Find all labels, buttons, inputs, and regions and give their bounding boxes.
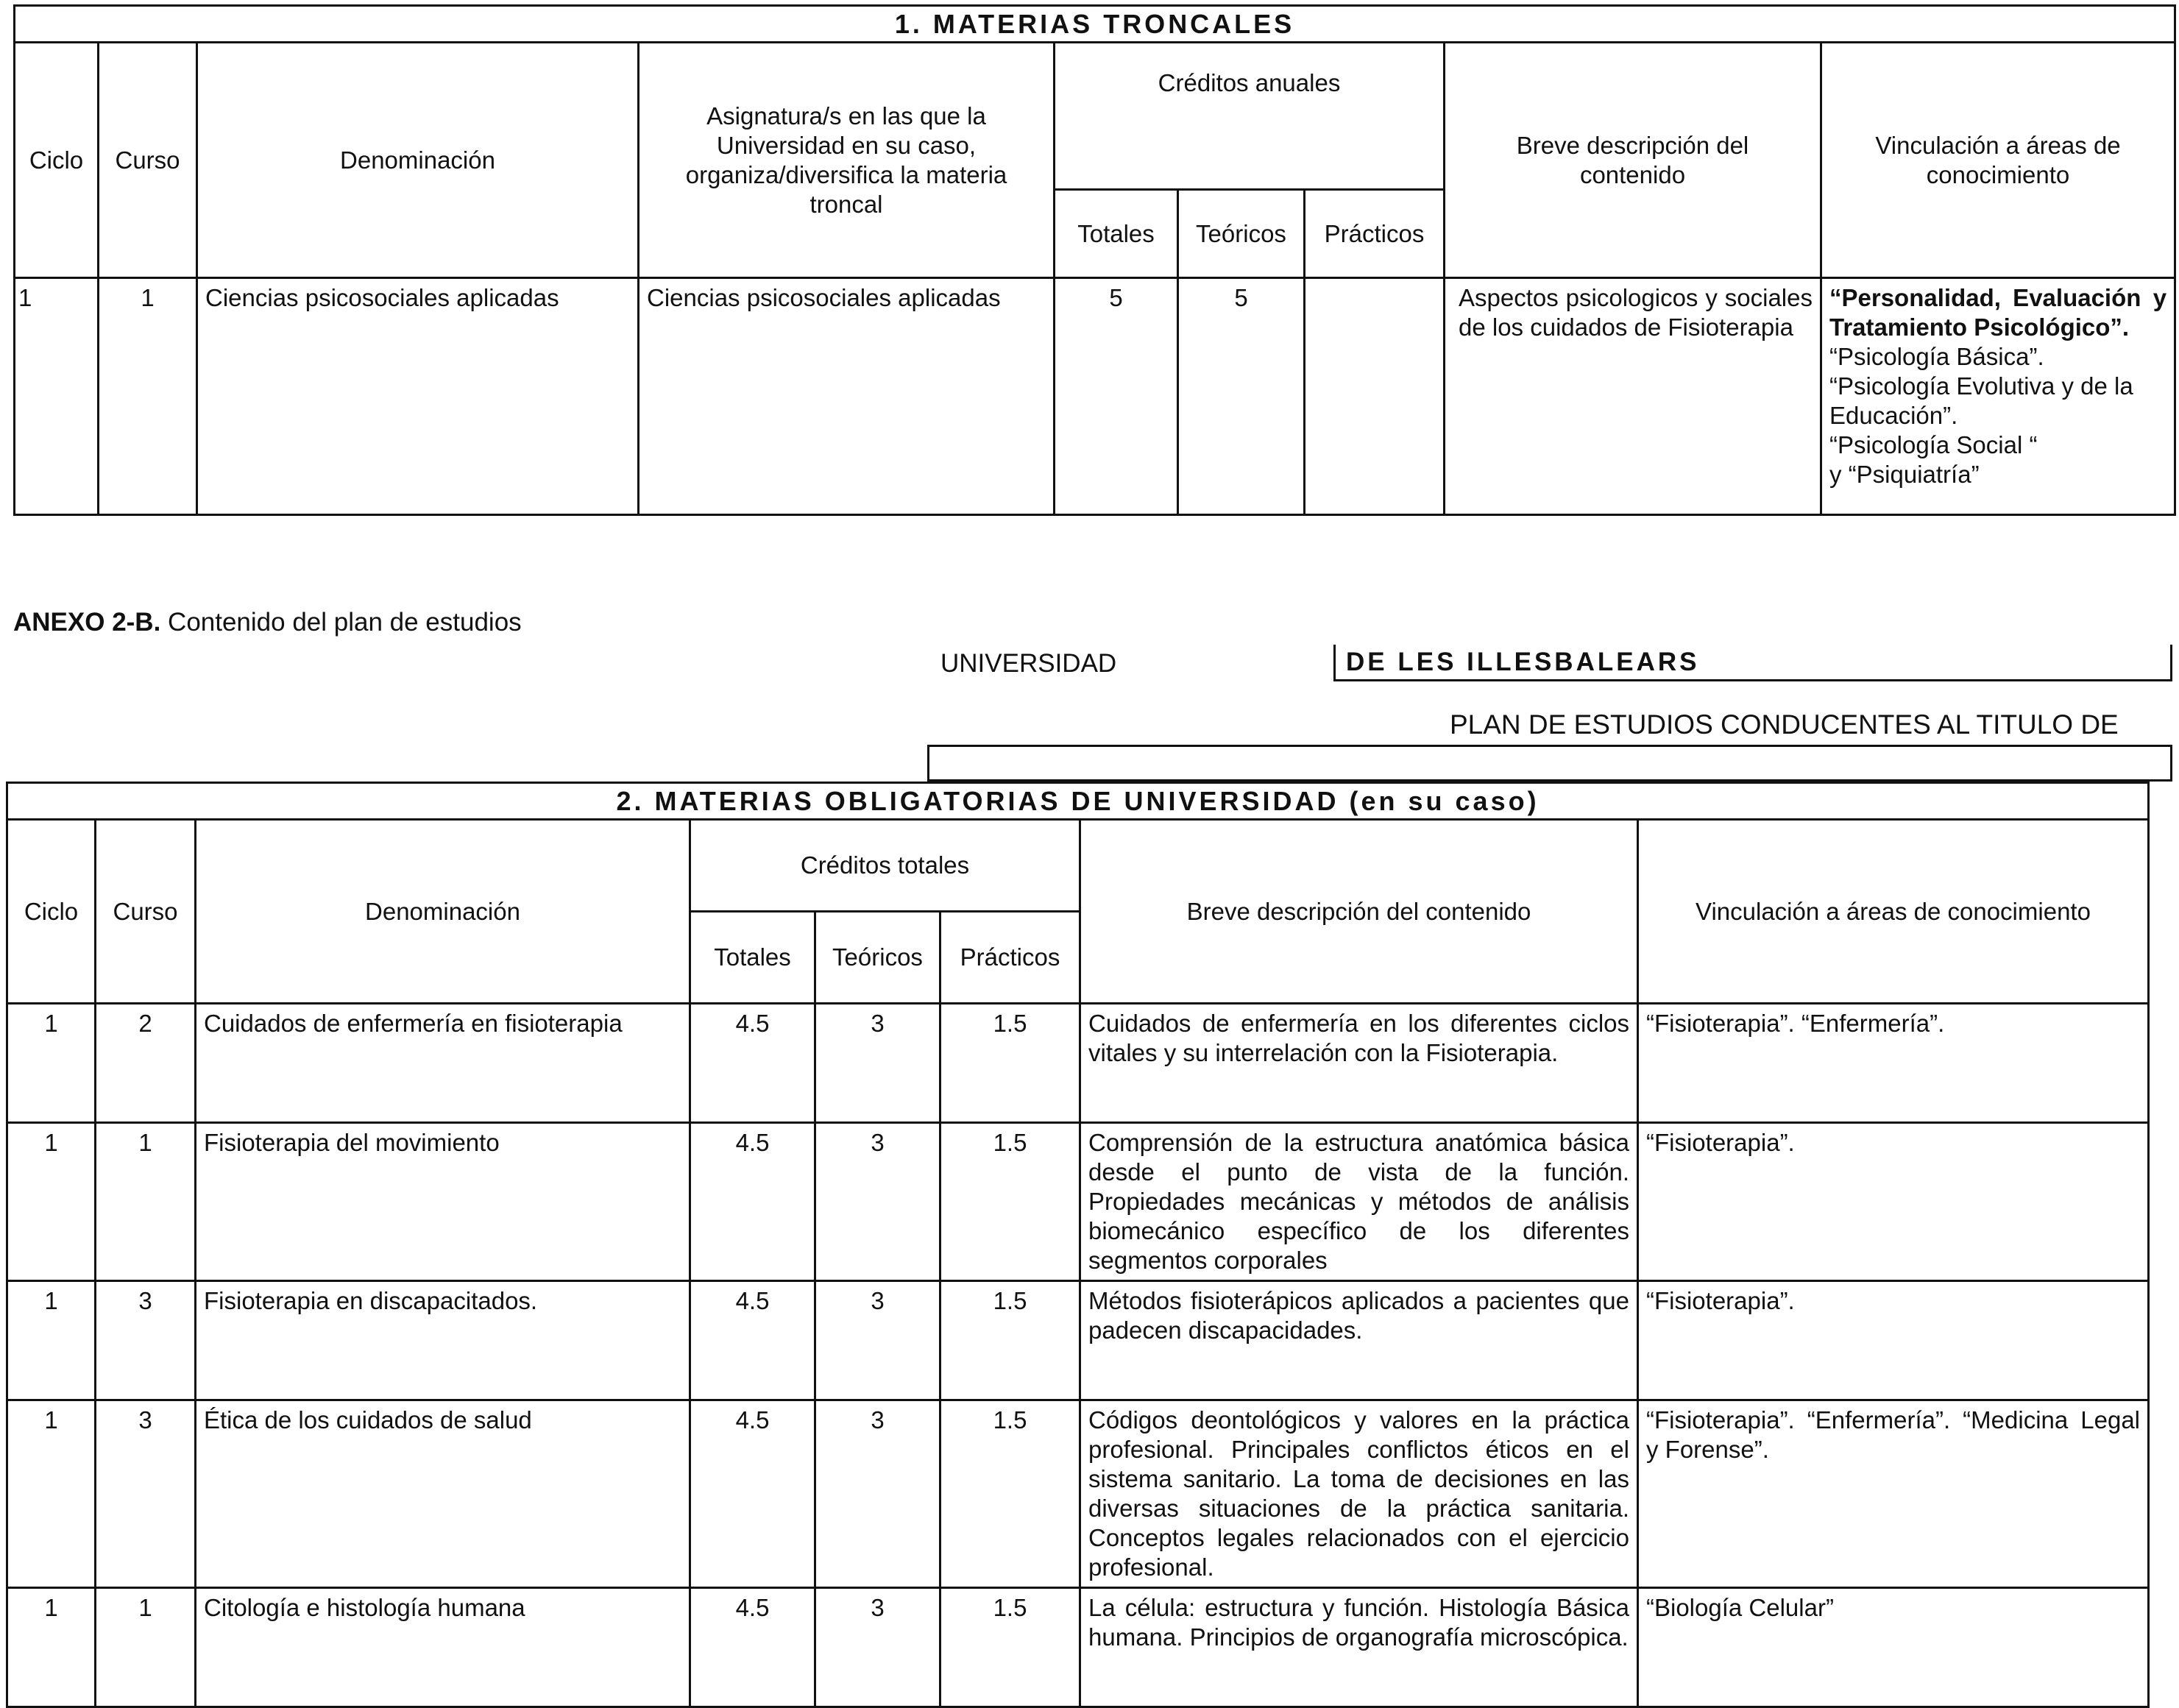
header-teoricos: Teóricos: [815, 912, 940, 1004]
cell-curso: 3: [96, 1400, 196, 1588]
cell-vinculacion: “Fisioterapia”.: [1638, 1281, 2149, 1400]
cell-vinculacion: “Fisioterapia”. “Enfermería”.: [1638, 1004, 2149, 1123]
header-breve-bottom: contenido: [1579, 160, 1686, 188]
cell-practicos: 1.5: [940, 1400, 1080, 1588]
header-totales: Totales: [690, 912, 815, 1004]
header-ciclo: Ciclo: [7, 820, 96, 1004]
header-totales: Totales: [1055, 190, 1178, 278]
cell-descripcion: Comprensión de la estructura anatómica básica desde el punto de vista de la función. Propiedades mecánicas y métodos de análisis biomecánico específico de los diferentes segmentos corporales: [1080, 1123, 1638, 1281]
table-row: [7, 1004, 2149, 1123]
header-denominacion: Denominación: [196, 820, 690, 1004]
cell-denominacion: Cuidados de enfermería en fisioterapia: [196, 1004, 690, 1123]
cell-totales: 4.5: [690, 1004, 815, 1123]
obligatorias-title: 2. MATERIAS OBLIGATORIAS DE UNIVERSIDAD (en su caso): [7, 783, 2149, 820]
cell-ciclo: 1: [7, 1123, 96, 1281]
plan-label: PLAN DE ESTUDIOS CONDUCENTES AL TITULO DE: [1450, 709, 2119, 740]
universidad-value: DE LES ILLESBALEARS: [1346, 648, 1700, 676]
cell-ciclo: 1: [7, 1400, 96, 1588]
cell-vinculacion: [1821, 278, 2175, 515]
cell-totales: 4.5: [690, 1588, 815, 1707]
cell-totales: 4.5: [690, 1281, 815, 1400]
header-vinculacion: [1821, 43, 2175, 278]
header-vinculacion: Vinculación a áreas de conocimiento: [1638, 820, 2149, 1004]
table-row: [7, 1400, 2149, 1588]
vinculacion-line-1: “Personalidad, Evaluación y Tratamiento Psicológico”.: [1829, 284, 2167, 341]
cell-teoricos: 5: [1178, 278, 1305, 515]
header-breve: [1445, 43, 1821, 278]
cell-ciclo: 1: [7, 1281, 96, 1400]
cell-curso: 2: [96, 1004, 196, 1123]
table-row: [15, 278, 2175, 515]
cell-asignatura: Ciencias psicosociales aplicadas: [639, 278, 1055, 515]
header-practicos: Prácticos: [1305, 190, 1445, 278]
cell-teoricos: 3: [815, 1123, 940, 1281]
header-vinculacion-top: Vinculación a áreas de: [1875, 131, 2121, 159]
header-creditos-anuales: Créditos anuales: [1055, 43, 1445, 190]
table-row: [7, 1588, 2149, 1707]
cell-teoricos: 3: [815, 1400, 940, 1588]
header-ciclo: Ciclo: [15, 43, 99, 278]
cell-denominacion: Ciencias psicosociales aplicadas: [197, 278, 639, 515]
table-row: [7, 1281, 2149, 1400]
cell-denominacion: Citología e histología humana: [196, 1588, 690, 1707]
cell-practicos: 1.5: [940, 1004, 1080, 1123]
universidad-label: UNIVERSIDAD: [940, 649, 1117, 678]
cell-ciclo: 1: [7, 1004, 96, 1123]
header-curso: Curso: [99, 43, 197, 278]
obligatorias-table: [6, 782, 2150, 1708]
cell-descripcion: Cuidados de enfermería en los diferentes ciclos vitales y su interrelación con la Fisioterapia.: [1080, 1004, 1638, 1123]
cell-denominacion: Ética de los cuidados de salud: [196, 1400, 690, 1588]
header-teoricos: Teóricos: [1178, 190, 1305, 278]
cell-vinculacion: “Fisioterapia”.: [1638, 1123, 2149, 1281]
cell-totales: 5: [1055, 278, 1178, 515]
anexo-subtitle: Contenido del plan de estudios: [160, 608, 522, 637]
cell-curso: 1: [99, 278, 197, 515]
troncales-title: 1. MATERIAS TRONCALES: [15, 6, 2175, 43]
cell-practicos: 1.5: [940, 1123, 1080, 1281]
cell-practicos: 1.5: [940, 1281, 1080, 1400]
cell-teoricos: 3: [815, 1281, 940, 1400]
header-vinculacion-bottom: conocimiento: [1926, 160, 2070, 188]
vinculacion-line-2: “Psicología Básica”. “Psicología Evolutiva y de la Educación”. “Psicología Social “ y “Psiquiatría”: [1829, 343, 2133, 488]
cell-descripcion: La célula: estructura y función. Histología Básica humana. Principios de organografía microscópica.: [1080, 1588, 1638, 1707]
plan-titulo-field: [927, 745, 2172, 782]
header-asignatura-bottom: organiza/diversifica la materia troncal: [685, 160, 1007, 218]
anexo-label: ANEXO 2-B.: [13, 608, 161, 637]
header-asignatura: [639, 43, 1055, 278]
header-creditos-totales: Créditos totales: [690, 820, 1080, 912]
cell-practicos: [1305, 278, 1445, 515]
header-curso: Curso: [96, 820, 196, 1004]
cell-ciclo: 1: [7, 1588, 96, 1707]
cell-descripcion: Métodos fisioterápicos aplicados a pacientes que padecen discapacidades.: [1080, 1281, 1638, 1400]
cell-denominacion: Fisioterapia del movimiento: [196, 1123, 690, 1281]
cell-teoricos: 3: [815, 1588, 940, 1707]
cell-vinculacion: “Fisioterapia”. “Enfermería”. “Medicina Legal y Forense”.: [1638, 1400, 2149, 1588]
cell-vinculacion: “Biología Celular”: [1638, 1588, 2149, 1707]
header-asignatura-top: Asignatura/s en las que la Universidad en su caso,: [706, 102, 986, 159]
header-breve-top: Breve descripción del: [1516, 131, 1749, 159]
cell-teoricos: 3: [815, 1004, 940, 1123]
cell-curso: 1: [96, 1588, 196, 1707]
header-practicos: Prácticos: [940, 912, 1080, 1004]
cell-descripcion: Aspectos psicologicos y sociales de los cuidados de Fisioterapia: [1445, 278, 1821, 515]
universidad-field: [1333, 645, 2172, 681]
cell-curso: 1: [96, 1123, 196, 1281]
cell-curso: 3: [96, 1281, 196, 1400]
cell-descripcion: Códigos deontológicos y valores en la práctica profesional. Principales conflictos éticos en el sistema sanitario. La toma de decisiones en las diversas situaciones de la práctica sanitaria. Conceptos legales relacionados con el ejercicio profesional.: [1080, 1400, 1638, 1588]
anexo-heading: [13, 608, 522, 637]
cell-denominacion: Fisioterapia en discapacitados.: [196, 1281, 690, 1400]
cell-totales: 4.5: [690, 1123, 815, 1281]
table-row: [7, 1123, 2149, 1281]
cell-practicos: 1.5: [940, 1588, 1080, 1707]
header-breve: Breve descripción del contenido: [1080, 820, 1638, 1004]
header-denominacion: Denominación: [197, 43, 639, 278]
cell-ciclo: 1: [15, 278, 99, 515]
cell-totales: 4.5: [690, 1400, 815, 1588]
troncales-table: [13, 4, 2176, 516]
